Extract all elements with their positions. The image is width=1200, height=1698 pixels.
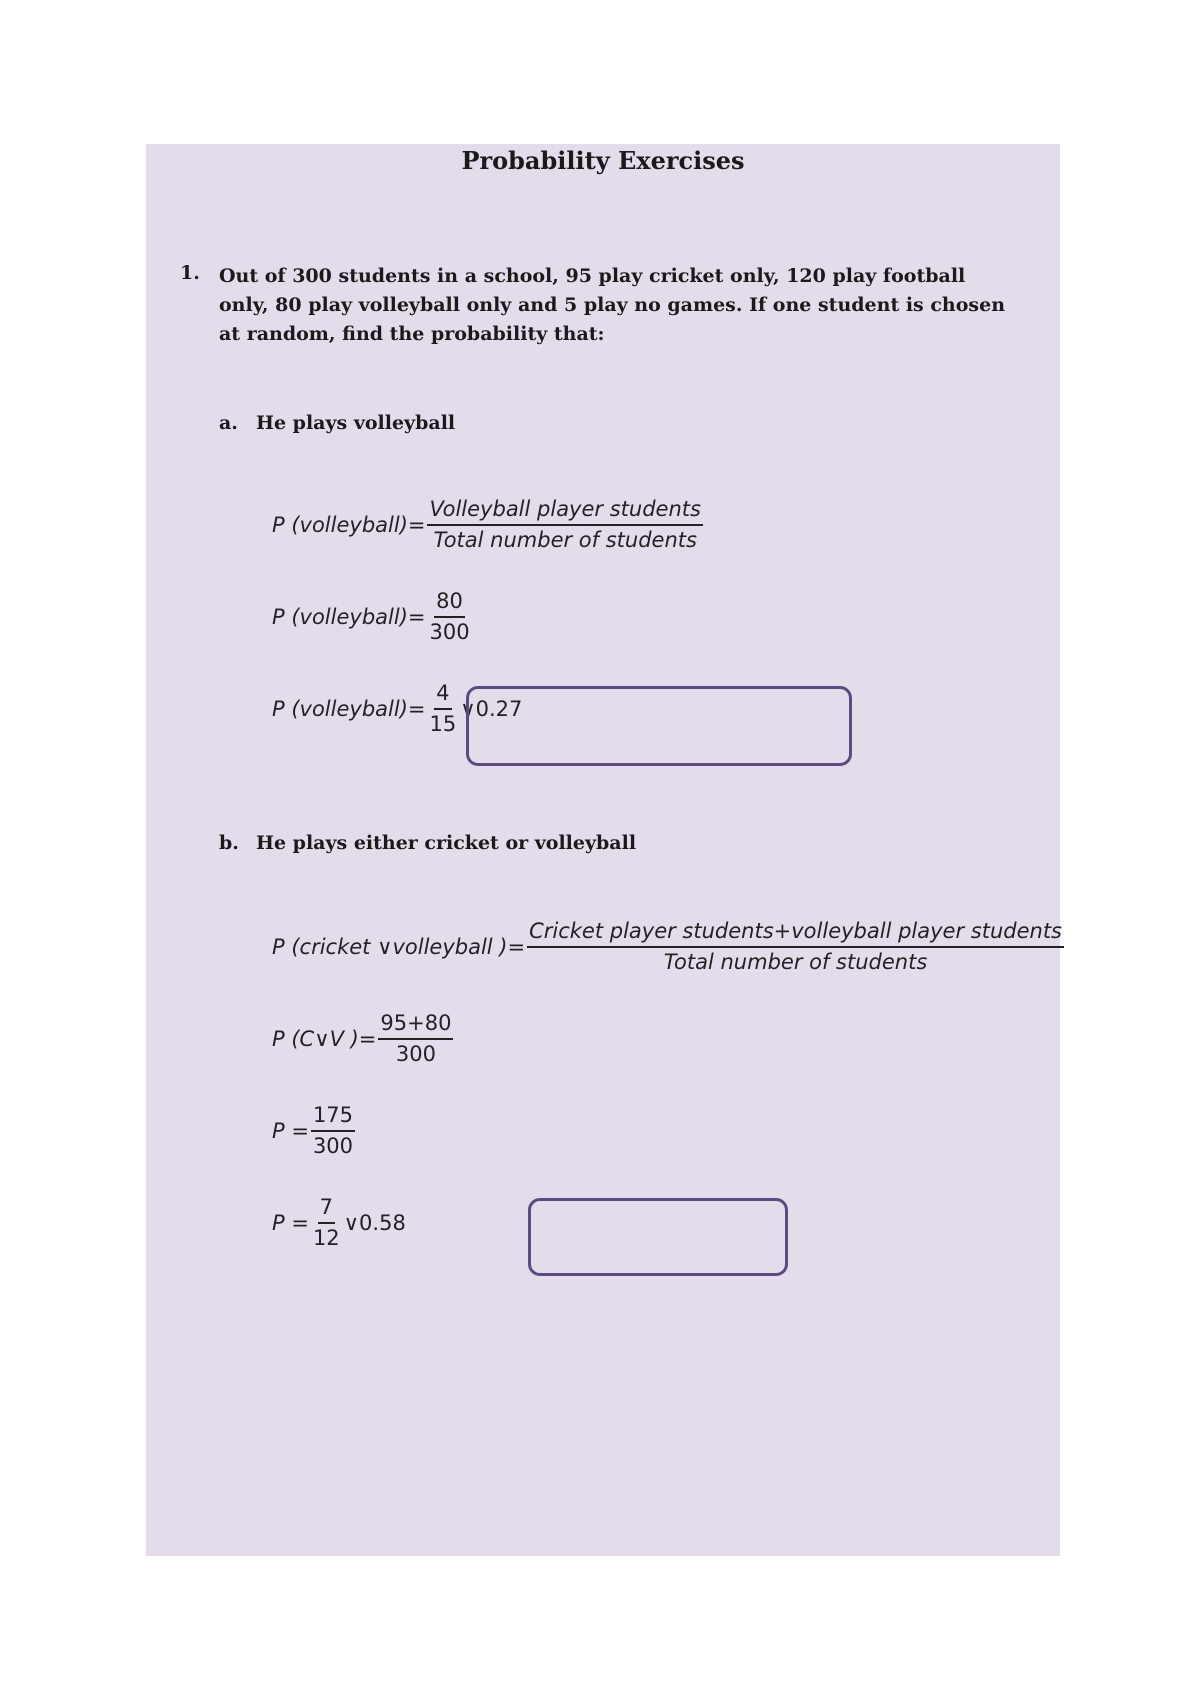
part-a-text: He plays volleyball xyxy=(256,412,456,434)
numerator: 95+80 xyxy=(378,1010,453,1040)
part-a-equation-2 xyxy=(272,588,474,646)
denominator: Total number of students xyxy=(663,950,928,974)
fraction xyxy=(311,1102,355,1160)
equation-lhs: P (cricket ∨volleyball )= xyxy=(272,935,526,959)
fraction xyxy=(378,1010,453,1068)
numerator: Volleyball player students xyxy=(427,496,702,526)
fraction xyxy=(527,918,1064,976)
part-b-equation-1 xyxy=(272,918,1066,976)
part-b-equation-2 xyxy=(272,1010,455,1068)
denominator: 300 xyxy=(429,620,470,644)
part-a-letter: a. xyxy=(219,412,238,434)
equation-result: ∨0.58 xyxy=(343,1211,406,1235)
fraction xyxy=(427,680,458,738)
answer-box-a xyxy=(466,686,852,766)
question-number: 1. xyxy=(180,262,200,284)
part-b-equation-4 xyxy=(272,1194,406,1252)
denominator: 12 xyxy=(312,1226,340,1250)
part-b-text: He plays either cricket or volleyball xyxy=(256,832,637,854)
equation-lhs: P (volleyball)= xyxy=(272,605,426,629)
page-title: Probability Exercises xyxy=(461,146,745,175)
equation-lhs: P (volleyball)= xyxy=(272,513,426,537)
fraction xyxy=(311,1194,342,1252)
numerator: Cricket player students+volleyball player students xyxy=(527,918,1064,948)
fraction xyxy=(427,496,702,554)
numerator: 4 xyxy=(434,680,451,710)
denominator: Total number of students xyxy=(433,528,697,552)
equation-lhs: P = xyxy=(272,1119,309,1143)
part-a-equation-1 xyxy=(272,496,705,554)
equation-lhs: P (volleyball)= xyxy=(272,697,426,721)
numerator: 80 xyxy=(434,588,465,618)
equation-lhs: P (C∨V )= xyxy=(272,1027,377,1051)
numerator: 175 xyxy=(311,1102,355,1132)
denominator: 15 xyxy=(429,712,457,736)
part-b-equation-3 xyxy=(272,1102,357,1160)
denominator: 300 xyxy=(312,1134,354,1158)
part-b-letter: b. xyxy=(219,832,239,854)
equation-lhs: P = xyxy=(272,1211,309,1235)
question-text: Out of 300 students in a school, 95 play cricket only, 120 play football only, 80 play volleyball only and 5 play no games. If one student is chosen at random, find the probability that: xyxy=(219,265,1006,345)
numerator: 7 xyxy=(318,1194,335,1224)
answer-box-b xyxy=(528,1198,788,1276)
fraction xyxy=(427,588,471,646)
denominator: 300 xyxy=(395,1042,436,1066)
equation-result: ∨0.27 xyxy=(460,697,523,721)
